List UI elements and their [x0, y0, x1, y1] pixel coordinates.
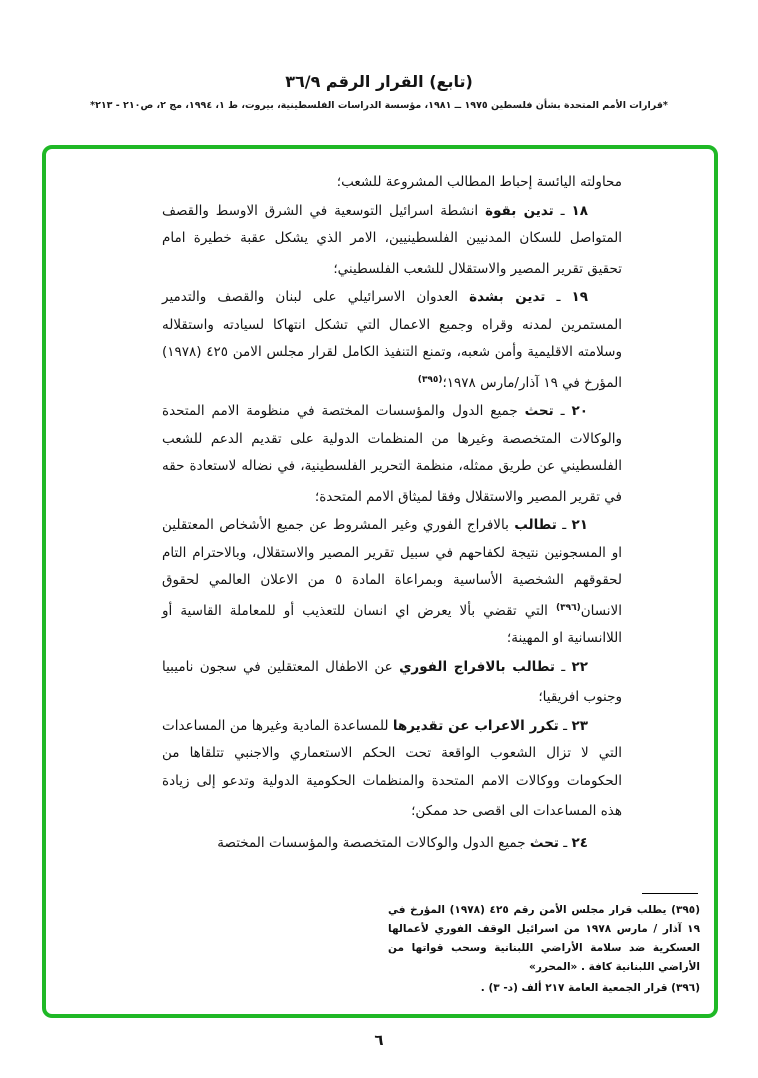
paragraph-dash: ـ — [560, 403, 565, 419]
paragraph-dash: ـ — [561, 658, 566, 675]
footnote-ref: (٣٩٥) — [417, 374, 443, 385]
paragraph-number: ١٩ — [571, 289, 589, 305]
body-paragraph-18 — [162, 198, 622, 284]
paragraph-number: ١٨ — [571, 202, 588, 219]
paragraph-text: للمساعدة المادية وغيرها من المساعدات التي لا تزال الشعوب الواقعة تحت الحكم الاستعماري والاجنبي تتلقاها من الحكومات ووكالات الامم المتحدة والمنظمات الحكومية الدولية وتدعو إلى زيادة هذه المساعدات الى اقصى حد ممكن؛ — [162, 717, 622, 819]
paragraph-text: عن الاطفال المعتقلين في سجون ناميبيا وجنوب افريقيا؛ — [162, 658, 622, 705]
body-paragraph-23 — [162, 713, 622, 826]
paragraph-lead: تطالب بالافراج الفوري — [399, 658, 555, 675]
footnote-separator — [642, 893, 698, 894]
body-paragraph-21 — [162, 512, 622, 653]
paragraph-dash: ـ — [556, 289, 561, 305]
document-body — [46, 149, 714, 857]
paragraph-lead: تدين بشدة — [469, 289, 546, 305]
paragraph-lead: تكرر الاعراب عن تقديرها — [392, 717, 559, 734]
footnotes-section — [388, 893, 700, 998]
paragraph-text-continued: التي تقضي بألا يعرض اي انسان للتعذيب أو للمعاملة القاسية أو اللاانسانية او المهينة؛ — [162, 602, 622, 646]
paragraph-lead: تدين بقوة — [485, 202, 554, 219]
source-citation: *قرارات الأمم المتحدة بشأن فلسطين ١٩٧٥ ــ ١٩٨١، مؤسسة الدراسات الفلسطينية، بيروت، ط ١، ١٩٩٤، مج ٢، ص٢١٠ - ٢١٣* — [90, 100, 668, 111]
paragraph-text: جميع الدول والوكالات المتخصصة والمؤسسات المختصة — [217, 834, 526, 851]
page-title: (تابع) القرار الرقم ٣٦/٩ — [285, 72, 473, 91]
footnote-ref: (٣٩٦) — [556, 602, 581, 613]
paragraph-dash: ـ — [563, 717, 568, 734]
paragraph-lead: تحث — [524, 403, 554, 419]
paragraph-number: ٢٣ — [571, 717, 588, 734]
paragraph-lead: تطالب — [514, 517, 557, 533]
footnote-item: (٣٩٥) يطلب قرار مجلس الأمن رقم ٤٢٥ (١٩٧٨) المؤرخ في ١٩ آذار / مارس ١٩٧٨ من اسرائيل الوقف الفوري لأعمالها العسكرية ضد سلامة الأراضي اللبنانية وسحب قواتها من الأراضي اللبنانية كافة . «المحرر» — [388, 904, 700, 973]
paragraph-number: ٢٠ — [571, 403, 588, 419]
paragraph-text: محاولته اليائسة إحباط المطالب المشروعة للشعب؛ — [336, 174, 622, 190]
paragraph-dash: ـ — [560, 202, 565, 219]
paragraph-lead: تحث — [529, 834, 559, 851]
footnote-item: (٣٩٦) قرار الجمعية العامة ٢١٧ ألف (د- ٣) . — [480, 982, 700, 994]
paragraph-text: العدوان الاسرائيلي على لبنان والقصف والتدمير المستمرين لمدنه وقراه وجميع الاعمال التي تشكل انتهاكا لسيادته واستقلاله وسلامته الاقليمية وأمن شعبه، وتمنع التنفيذ الكامل لقرار مجلس الامن ٤٢٥ (١٩٧٨) المؤرخ في ١٩ آذار/مارس ١٩٧٨؛ — [162, 289, 622, 391]
body-paragraph-20 — [162, 398, 622, 511]
body-paragraph-19 — [162, 284, 622, 397]
body-paragraph-22 — [162, 654, 622, 712]
paragraph-text: بالافراج الفوري وغير المشروط عن جميع الأشخاص المعتقلين او المسجونين نتيجة لكفاحهم في سبيل تقرير المصير والاستقلال، وبالاحترام التام لحقوقهم الشخصية الأساسية وبمراعاة المادة ٥ من الاعلان العالمي لحقوق الانسان — [162, 517, 623, 619]
paragraph-number: ٢٤ — [571, 834, 588, 851]
paragraph-text: انشطة اسرائيل التوسعية في الشرق الاوسط والقصف المتواصل للسكان المدنيين الفلسطينيين، الامر الذي يشكل عقبة خطيرة امام تحقيق تقرير المصير والاستقلال للشعب الفلسطيني؛ — [162, 202, 622, 277]
page-header — [0, 72, 758, 111]
paragraph-text: جميع الدول والمؤسسات المختصة في منظومة الامم المتحدة والوكالات المتخصصة وغيرها من المنظمات الدولية على تقديم الدعم للشعب الفلسطيني عن طريق ممثله، منظمة التحرير الفلسطينية، في نضاله لاستعادة حقه في تقرير المصير والاستقلال وفقا لميثاق الامم المتحدة؛ — [162, 403, 622, 505]
body-paragraph-24 — [162, 827, 622, 858]
green-frame — [42, 145, 718, 1018]
page-number: ٦ — [374, 1031, 384, 1049]
paragraph-dash: ـ — [562, 517, 567, 533]
paragraph-number: ٢١ — [571, 517, 588, 533]
paragraph-number: ٢٢ — [571, 658, 589, 675]
body-paragraph-intro — [162, 169, 622, 197]
paragraph-dash: ـ — [563, 834, 568, 851]
